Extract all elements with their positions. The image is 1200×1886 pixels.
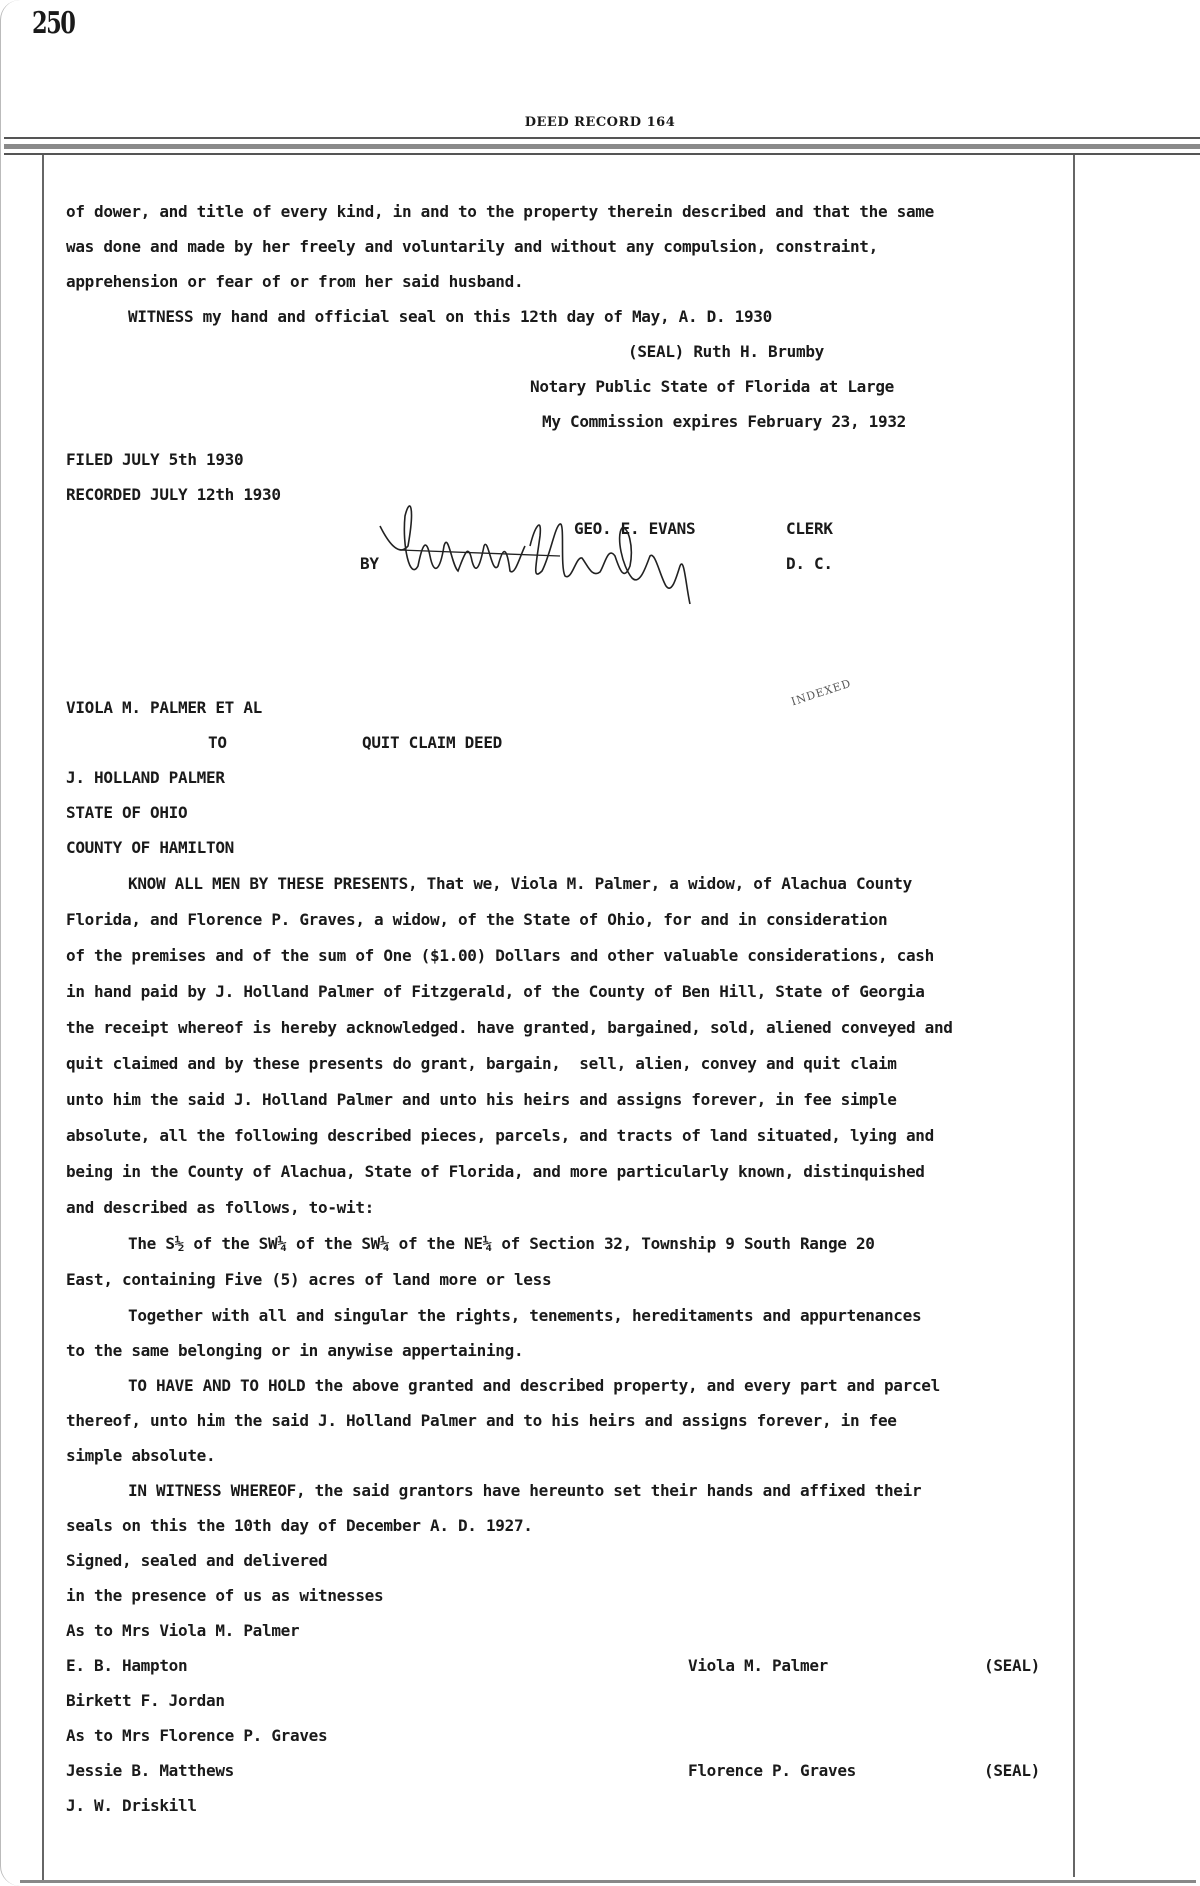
testimonium-line: IN WITNESS WHEREOF, the said grantors have hereunto set their hands and affixed their [128,1481,922,1500]
habendum-line: TO HAVE AND TO HOLD the above granted and described property, and every part and parcel [128,1376,940,1395]
presence-line: in the presence of us as witnesses [66,1586,384,1605]
body-line: Florida, and Florence P. Graves, a widow, of the State of Ohio, for and in consideration [66,910,888,929]
body-line: unto him the said J. Holland Palmer and unto his heirs and assigns forever, in fee simple [66,1090,897,1109]
to-label: TO [208,733,227,752]
seal-mark: (SEAL) [984,1761,1040,1780]
book-header-title: DEED RECORD 164 [524,115,676,130]
witness-group-heading: As to Mrs Florence P. Graves [66,1726,328,1745]
notary-text-line: apprehension or fear of or from her said husband. [66,272,524,291]
notary-text-line: of dower, and title of every kind, in and to the property therein described and that the same [66,202,934,221]
indexed-stamp: INDEXED [789,676,853,709]
body-line: of the premises and of the sum of One ($1.00) Dollars and other valuable considerations, cash [66,946,934,965]
body-line: KNOW ALL MEN BY THESE PRESENTS, That we, Viola M. Palmer, a widow, of Alachua County [128,874,912,893]
recorded-date: RECORDED JULY 12th 1930 [66,485,281,504]
header-rule-bottom [4,153,1200,155]
body-line: to the same belonging or in anywise appertaining. [66,1341,524,1360]
filed-date: FILED JULY 5th 1930 [66,450,244,469]
by-label: BY [360,554,379,573]
seal-mark: (SEAL) [984,1656,1040,1675]
witness-group-heading: As to Mrs Viola M. Palmer [66,1621,300,1640]
signed-sealed-line: Signed, sealed and delivered [66,1551,328,1570]
witness-name: E. B. Hampton [66,1656,188,1675]
page-edge [0,0,21,1886]
notary-text-line: was done and made by her freely and voluntarily and without any compulsion, constraint, [66,237,878,256]
body-line: being in the County of Alachua, State of Florida, and more particularly known, distinquished [66,1162,925,1181]
clerk-name: GEO. E. EVANS [574,519,696,538]
page-number: 250 [32,6,75,41]
legal-description-line: The S½ of the SW¼ of the SW¼ of the NE¼ of Section 32, Township 9 South Range 20 [128,1234,875,1253]
habendum-line: simple absolute. [66,1446,216,1465]
grantee-heading: J. HOLLAND PALMER [66,768,225,787]
notary-seal-signer: (SEAL) Ruth H. Brumby [628,342,824,361]
bottom-rule [20,1880,1196,1883]
notary-witness-line: WITNESS my hand and official seal on this 12th day of May, A. D. 1930 [128,307,772,326]
deed-type: QUIT CLAIM DEED [362,733,502,752]
body-line: Together with all and singular the rights, tenements, hereditaments and appurtenances [128,1306,922,1325]
left-margin-rule [42,155,44,1880]
body-line: the receipt whereof is hereby acknowledged. have granted, bargained, sold, aliened conveyed and [66,1018,953,1037]
witness-name: J. W. Driskill [66,1796,197,1815]
grantor-heading: VIOLA M. PALMER ET AL [66,698,262,717]
venue-county: COUNTY OF HAMILTON [66,838,234,857]
handwritten-signature [360,486,750,606]
body-line: and described as follows, to-wit: [66,1198,374,1217]
header-rule-thick [4,144,1200,149]
testimonium-line: seals on this the 10th day of December A. D. 1927. [66,1516,533,1535]
clerk-title: CLERK [786,519,833,538]
grantor-signature: Florence P. Graves [688,1761,856,1780]
body-line: quit claimed and by these presents do grant, bargain, sell, alien, convey and quit claim [66,1054,897,1073]
habendum-line: thereof, unto him the said J. Holland Palmer and to his heirs and assigns forever, in fee [66,1411,897,1430]
header-rule-top [4,137,1200,139]
witness-name: Birkett F. Jordan [66,1691,225,1710]
legal-description-line: East, containing Five (5) acres of land more or less [66,1270,552,1289]
witness-name: Jessie B. Matthews [66,1761,234,1780]
body-line: in hand paid by J. Holland Palmer of Fitzgerald, of the County of Ben Hill, State of Georgia [66,982,925,1001]
body-line: absolute, all the following described pieces, parcels, and tracts of land situated, lying and [66,1126,934,1145]
deputy-clerk-title: D. C. [786,554,833,573]
notary-title: Notary Public State of Florida at Large [530,377,894,396]
right-margin-rule [1073,155,1075,1877]
notary-commission: My Commission expires February 23, 1932 [542,412,906,431]
grantor-signature: Viola M. Palmer [688,1656,828,1675]
venue-state: STATE OF OHIO [66,803,188,822]
